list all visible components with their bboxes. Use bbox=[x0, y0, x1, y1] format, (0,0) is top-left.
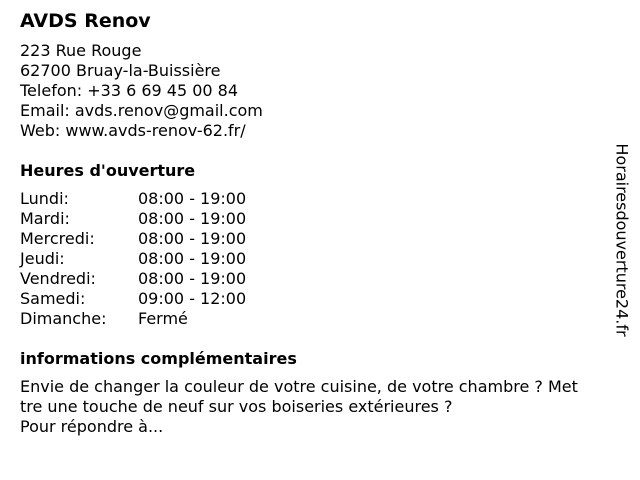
watermark bbox=[612, 135, 632, 345]
info-line-2: tre une touche de neuf sur vos boiseries extérieures ? bbox=[20, 397, 453, 416]
time-value: 08:00 - 19:00 bbox=[138, 209, 247, 228]
day-label: Samedi: bbox=[20, 289, 86, 308]
day-label: Mardi: bbox=[20, 209, 70, 228]
hours-row-sunday bbox=[20, 309, 620, 329]
time-value: 08:00 - 19:00 bbox=[138, 269, 247, 288]
day-label: Vendredi: bbox=[20, 269, 96, 288]
day-label: Dimanche: bbox=[20, 309, 107, 328]
phone-line: Telefon: +33 6 69 45 00 84 bbox=[20, 81, 239, 100]
day-label: Jeudi: bbox=[20, 249, 65, 268]
time-value: 08:00 - 19:00 bbox=[138, 189, 247, 208]
time-value: 09:00 - 12:00 bbox=[138, 289, 247, 308]
day-label: Mercredi: bbox=[20, 229, 95, 248]
time-value: Fermé bbox=[138, 309, 188, 328]
info-line-1: Envie de changer la couleur de votre cuisine, de votre chambre ? Met bbox=[20, 377, 578, 396]
day-label: Lundi: bbox=[20, 189, 69, 208]
address-city: 62700 Bruay-la-Buissière bbox=[20, 61, 221, 80]
hours-row-monday bbox=[20, 189, 620, 209]
hours-row-friday bbox=[20, 269, 620, 289]
info-line-3: Pour répondre à... bbox=[20, 417, 164, 436]
time-value: 08:00 - 19:00 bbox=[138, 249, 247, 268]
info-heading: informations complémentaires bbox=[20, 349, 297, 368]
hours-row-wednesday bbox=[20, 229, 620, 249]
info-text bbox=[20, 377, 620, 437]
hours-row-tuesday bbox=[20, 209, 620, 229]
hours-heading: Heures d'ouverture bbox=[20, 161, 196, 180]
hours-row-saturday bbox=[20, 289, 620, 309]
web-line: Web: www.avds-renov-62.fr/ bbox=[20, 121, 246, 140]
watermark-text: Horairesdouverture24.fr bbox=[613, 143, 633, 337]
address-street: 223 Rue Rouge bbox=[20, 41, 142, 60]
business-name: AVDS Renov bbox=[20, 10, 151, 32]
business-card bbox=[20, 9, 620, 437]
email-line: Email: avds.renov@gmail.com bbox=[20, 101, 263, 120]
time-value: 08:00 - 19:00 bbox=[138, 229, 247, 248]
hours-row-thursday bbox=[20, 249, 620, 269]
hours-table bbox=[20, 189, 620, 329]
